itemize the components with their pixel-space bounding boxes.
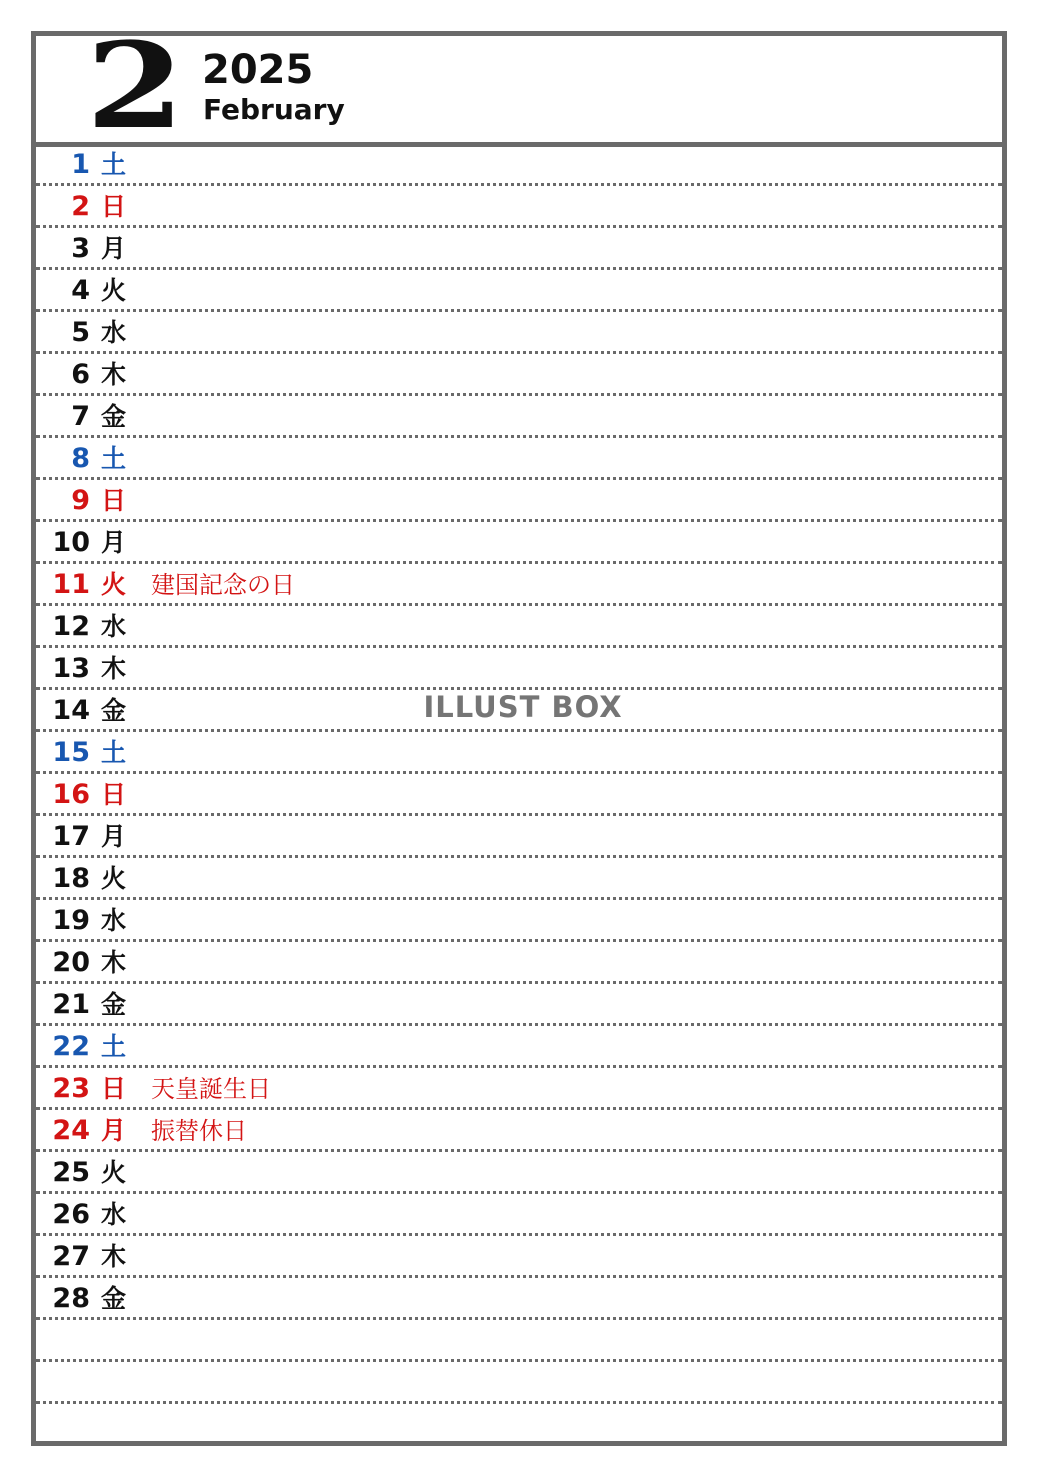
weekday-label: 水 — [101, 906, 127, 935]
day-number: 23 — [52, 1073, 90, 1104]
day-number: 7 — [71, 401, 90, 432]
day-row — [36, 1236, 1002, 1278]
holiday-name: 建国記念の日 — [151, 571, 295, 599]
weekday-label: 木 — [101, 654, 127, 683]
day-number: 3 — [71, 233, 90, 264]
day-row — [36, 900, 1002, 942]
day-row — [36, 732, 1002, 774]
weekday-label: 土 — [101, 738, 127, 767]
day-row — [36, 1278, 1002, 1320]
day-row — [36, 354, 1002, 396]
day-row — [36, 942, 1002, 984]
month-name: February — [203, 93, 345, 126]
weekday-label: 月 — [101, 528, 127, 557]
weekday-label: 日 — [101, 486, 127, 515]
day-list — [36, 144, 1002, 1446]
day-number: 8 — [71, 443, 90, 474]
day-number: 27 — [52, 1241, 90, 1272]
day-row — [36, 144, 1002, 186]
day-number: 15 — [52, 737, 90, 768]
weekday-label: 火 — [101, 570, 127, 599]
day-number: 19 — [52, 905, 90, 936]
day-number: 20 — [52, 947, 90, 978]
calendar-frame — [31, 16, 1007, 1446]
day-row — [36, 774, 1002, 816]
weekday-label: 金 — [101, 990, 127, 1019]
weekday-label: 土 — [101, 150, 127, 179]
day-number: 28 — [52, 1283, 90, 1314]
weekday-label: 木 — [101, 948, 127, 977]
day-number: 2 — [71, 191, 90, 222]
day-row — [36, 564, 1002, 606]
weekday-label: 水 — [101, 612, 127, 641]
weekday-label: 金 — [101, 1284, 127, 1313]
day-number: 12 — [52, 611, 90, 642]
day-row — [36, 606, 1002, 648]
weekday-label: 日 — [101, 192, 127, 221]
weekday-label: 月 — [101, 234, 127, 263]
day-number: 1 — [71, 149, 90, 180]
weekday-label: 土 — [101, 1032, 127, 1061]
year-label: 2025 — [202, 47, 314, 93]
day-number: 10 — [52, 527, 90, 558]
day-number: 9 — [71, 485, 90, 516]
day-number: 18 — [52, 863, 90, 894]
day-number: 16 — [52, 779, 90, 810]
day-number: 22 — [52, 1031, 90, 1062]
weekday-label: 火 — [101, 864, 127, 893]
weekday-label: 水 — [101, 318, 127, 347]
day-row — [36, 396, 1002, 438]
day-row — [36, 1404, 1002, 1446]
watermark: ILLUST BOX — [423, 690, 623, 724]
day-row — [36, 480, 1002, 522]
weekday-label: 火 — [101, 276, 127, 305]
day-number: 13 — [52, 653, 90, 684]
weekday-label: 日 — [101, 780, 127, 809]
day-row — [36, 1152, 1002, 1194]
day-row — [36, 1194, 1002, 1236]
weekday-label: 水 — [101, 1200, 127, 1229]
day-row — [36, 186, 1002, 228]
weekday-label: 月 — [101, 822, 127, 851]
day-number: 25 — [52, 1157, 90, 1188]
day-row — [36, 1110, 1002, 1152]
calendar-header — [36, 16, 1002, 155]
day-row — [36, 1026, 1002, 1068]
day-number: 26 — [52, 1199, 90, 1230]
day-row — [36, 1362, 1002, 1404]
weekday-label: 金 — [101, 402, 127, 431]
day-row — [36, 270, 1002, 312]
weekday-label: 土 — [101, 444, 127, 473]
day-row — [36, 438, 1002, 480]
day-row — [36, 228, 1002, 270]
day-number: 6 — [71, 359, 90, 390]
day-row — [36, 816, 1002, 858]
day-number: 4 — [71, 275, 90, 306]
day-row — [36, 1320, 1002, 1362]
weekday-label: 日 — [101, 1074, 127, 1103]
day-number: 21 — [52, 989, 90, 1020]
day-row — [36, 648, 1002, 690]
weekday-label: 木 — [101, 360, 127, 389]
day-row — [36, 522, 1002, 564]
day-row — [36, 312, 1002, 354]
day-row — [36, 858, 1002, 900]
weekday-label: 木 — [101, 1242, 127, 1271]
weekday-label: 火 — [101, 1158, 127, 1187]
day-number: 5 — [71, 317, 90, 348]
day-number: 24 — [52, 1115, 90, 1146]
day-row — [36, 1068, 1002, 1110]
month-number: 2 — [86, 16, 185, 155]
weekday-label: 金 — [101, 696, 127, 725]
day-number: 11 — [52, 569, 90, 600]
weekday-label: 月 — [101, 1116, 127, 1145]
day-number: 14 — [52, 695, 90, 726]
holiday-name: 天皇誕生日 — [151, 1075, 271, 1103]
day-row — [36, 984, 1002, 1026]
day-number: 17 — [52, 821, 90, 852]
holiday-name: 振替休日 — [151, 1117, 247, 1145]
